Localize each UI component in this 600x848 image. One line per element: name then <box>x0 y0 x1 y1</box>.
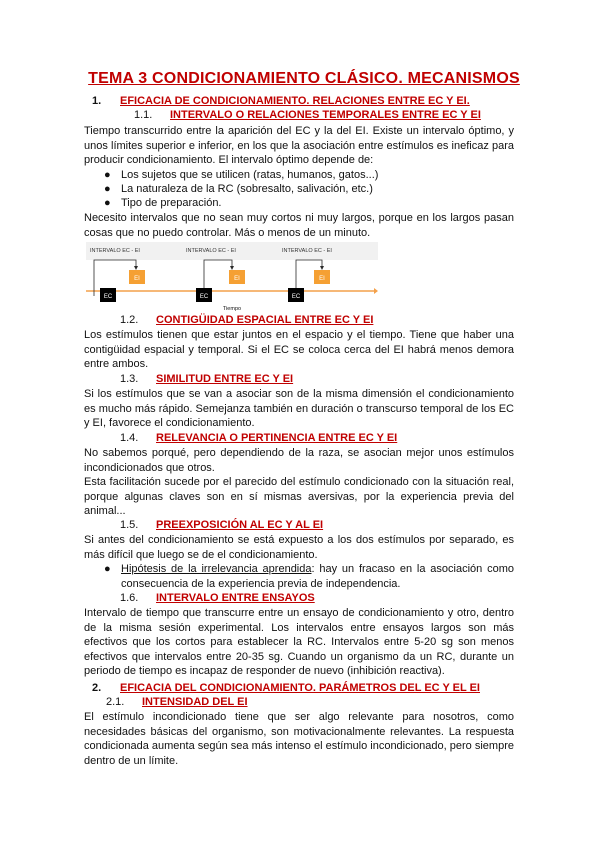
subsection-1-1-heading <box>134 109 481 121</box>
bullet-item <box>104 182 514 197</box>
paragraph: Los estímulos tienen que estar juntos en el espacio y el tiempo. Tiene que haber una contigüidad espacial y temporal. Si el EC se coloca cerca del EI habrá menos demora entre ambos. <box>84 329 514 371</box>
section-title: EFICACIA DEL CONDICIONAMIENTO. PARÁMETROS DEL EC Y EL EI <box>120 682 480 694</box>
section-number: 1. <box>92 95 102 107</box>
paragraph: Intervalo de tiempo que transcurre entre un ensayo de condicionamiento y otro, dentro de la misma sesión experimental. Los intervalos entre ensayos largos son más efectivos que los cortos para establecer la RC. Intervalos entre 5-20 sg son menos efectivos que intervalos entre 20-35 sg. Cuando un organismo da un RC, durante un periodo de tiempo es incapaz de responder de nuevo (inhibición reactiva). <box>84 607 514 678</box>
subsection-number: 1.3. <box>120 373 139 385</box>
subsection-title: SIMILITUD ENTRE EC Y EI <box>156 373 294 385</box>
ec-label: EC <box>291 294 301 300</box>
bullet-item <box>104 562 514 591</box>
section-number: 2. <box>92 682 102 694</box>
subsection-title: INTENSIDAD DEL EI <box>142 696 248 708</box>
subsection-title: CONTIGÜIDAD ESPACIAL ENTRE EC Y EI <box>156 314 374 326</box>
paragraph: Necesito intervalos que no sean muy cortos ni muy largos, porque en los largos pasan cosas que no puedo controlar. Más o menos de un minuto. <box>84 212 514 239</box>
interval-label: INTERVALO EC - EI <box>90 248 140 254</box>
subsection-number: 2.1. <box>106 696 125 708</box>
subsection-1-5-heading <box>120 519 323 531</box>
subsection-1-6-heading <box>120 592 315 604</box>
interval-label: INTERVALO EC - EI <box>282 248 332 254</box>
subsection-number: 1.2. <box>120 314 139 326</box>
subsection-2-1-heading <box>106 696 248 708</box>
section-1-heading <box>92 95 470 107</box>
ec-label: EC <box>103 294 113 300</box>
subsection-number: 1.1. <box>134 109 153 121</box>
subsection-title: INTERVALO O RELACIONES TEMPORALES ENTRE EC Y EI <box>170 109 481 121</box>
subsection-title: INTERVALO ENTRE ENSAYOS <box>156 592 315 604</box>
bullet-text: Los sujetos que se utilicen (ratas, humanos, gatos...) <box>121 169 379 181</box>
paragraph: Tiempo transcurrido entre la aparición del EC y la del EI. Existe un intervalo óptimo, y unos límites superior e inferior, en los que la asociación entre estímulos es ineficaz para producir condicionamiento. El intervalo óptimo depende de: <box>84 125 514 167</box>
ei-label: EI <box>134 276 140 282</box>
subsection-1-4-heading <box>120 432 397 444</box>
bullet-text: : hay un fracaso en la asociación como consecuencia de la experiencia previa de independencia. <box>121 563 514 590</box>
bullet-text: Tipo de preparación. <box>121 197 222 209</box>
bullet-term: Hipótesis de la irrelevancia aprendida <box>121 563 312 575</box>
document-title: TEMA 3 CONDICIONAMIENTO CLÁSICO. MECANISMOS <box>88 70 520 87</box>
axis-label: Tiempo <box>222 306 242 312</box>
section-2-heading <box>92 682 480 694</box>
subsection-number: 1.6. <box>120 592 139 604</box>
paragraph: Esta facilitación sucede por el parecido del estímulo condicionado con la situación real, porque algunas claves son en sí mismas aversivas, por la experiencia previa del animal... <box>84 476 514 518</box>
ei-label: EI <box>319 276 325 282</box>
ei-label: EI <box>234 276 240 282</box>
bullet-dot-icon: ● <box>104 563 111 575</box>
bullet-item <box>104 196 514 211</box>
paragraph: Si antes del condicionamiento se está expuesto a los dos estímulos por separado, es más difícil que luego se de el condicionamiento. <box>84 534 514 561</box>
subsection-title: RELEVANCIA O PERTINENCIA ENTRE EC Y EI <box>156 432 398 444</box>
paragraph: Si los estímulos que se van a asociar son de la misma dimensión el condicionamiento es mucho más rápido. Semejanza también en duración o transcurso temporal de los EC y EI, favorece el condicionamiento. <box>84 388 514 430</box>
bullet-text: La naturaleza de la RC (sobresalto, salivación, etc.) <box>121 183 373 195</box>
bullet-dot-icon: ● <box>104 183 111 195</box>
paragraph: El estímulo incondicionado tiene que ser algo relevante para nosotros, como necesidades básicas del organismo, son motivacionalmente relevantes. La respuesta condicionada aumenta según sea más intenso el estímulo incondicionado, pero siempre dentro de un límite. <box>84 711 514 767</box>
subsection-1-3-heading <box>120 373 293 385</box>
subsection-title: PREEXPOSICIÓN AL EC Y AL EI <box>156 519 324 531</box>
ec-label: EC <box>199 294 209 300</box>
bullet-dot-icon: ● <box>104 197 111 209</box>
section-title: EFICACIA DE CONDICIONAMIENTO. RELACIONES ENTRE EC Y EI. <box>120 95 470 107</box>
bullet-item <box>104 168 514 183</box>
subsection-number: 1.5. <box>120 519 139 531</box>
interval-label: INTERVALO EC - EI <box>186 248 236 254</box>
subsection-1-2-heading <box>120 314 373 326</box>
interval-timeline-figure <box>86 242 378 312</box>
subsection-number: 1.4. <box>120 432 139 444</box>
paragraph: No sabemos porqué, pero dependiendo de la raza, se asocian mejor unos estímulos incondicionados que otros. <box>84 447 514 474</box>
bullet-dot-icon: ● <box>104 169 111 181</box>
